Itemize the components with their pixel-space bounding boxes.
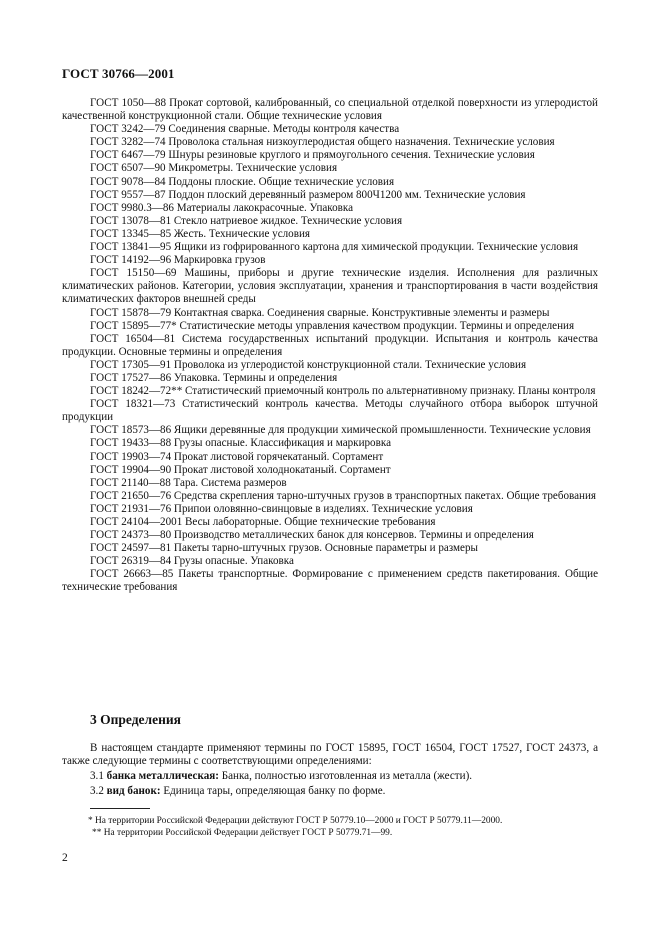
reference-item: ГОСТ 24597—81 Пакеты тарно-штучных грузов. Основные параметры и размеры — [90, 542, 478, 555]
reference-item: ГОСТ 18573—86 Ящики деревянные для продукции химической промышленности. Технические условия — [90, 424, 591, 437]
footnote: ** На территории Российской Федерации действует ГОСТ Р 50779.71—99. — [92, 828, 393, 838]
definition-text: Единица тары, определяющая банку по форме. — [163, 785, 386, 798]
reference-item: ГОСТ 13345—85 Жесть. Технические условия — [90, 227, 310, 240]
definition-number: 3.1 — [90, 770, 104, 783]
page-number: 2 — [62, 852, 68, 864]
normative-references-list — [62, 97, 598, 595]
reference-item: ГОСТ 26319—84 Грузы опасные. Упаковка — [90, 555, 294, 568]
reference-item: ГОСТ 6507—90 Микрометры. Технические условия — [90, 162, 338, 175]
reference-item: ГОСТ 19904—90 Прокат листовой холоднокатаный. Сортамент — [90, 463, 391, 476]
definition-term: вид банок: — [106, 785, 161, 798]
definitions-section — [62, 742, 598, 798]
reference-item: ГОСТ 24373—80 Производство металлических банок для консервов. Термины и определения — [90, 529, 534, 542]
definition-term: банка металлическая: — [106, 770, 219, 783]
footnotes — [62, 815, 598, 839]
reference-item: ГОСТ 19903—74 Прокат листовой горячекатаный. Сортамент — [90, 450, 384, 463]
footnote: * На территории Российской Федерации действуют ГОСТ Р 50779.10—2000 и ГОСТ Р 50779.11—2000. — [88, 816, 503, 826]
reference-item: ГОСТ 1050—88 Прокат сортовой, калиброванный, со специальной отделкой поверхности из углеродистой качественной конструкционной стали. Общие технические условия — [62, 97, 598, 123]
reference-item: ГОСТ 21931—76 Припои оловянно-свинцовые в изделиях. Технические условия — [90, 502, 473, 515]
reference-item: ГОСТ 17305—91 Проволока из углеродистой конструкционной стали. Технические условия — [90, 358, 527, 371]
reference-item: ГОСТ 26663—85 Пакеты транспортные. Формирование с применением средств пакетирования. Общие технические требования — [62, 568, 598, 594]
definition-number: 3.2 — [90, 785, 104, 798]
reference-item: ГОСТ 9078—84 Поддоны плоские. Общие технические условия — [90, 175, 395, 188]
section-title: 3 Определения — [90, 712, 181, 727]
reference-item: ГОСТ 3282—74 Проволока стальная низкоуглеродистая общего назначения. Технические условия — [90, 136, 555, 149]
reference-item: ГОСТ 13841—95 Ящики из гофрированного картона для химической продукции. Технические условия — [90, 241, 579, 254]
definition-item — [62, 785, 598, 798]
reference-item: ГОСТ 6467—79 Шнуры резиновые круглого и прямоугольного сечения. Технические условия — [90, 149, 535, 162]
reference-item: ГОСТ 15150—69 Машины, приборы и другие технические изделия. Исполнения для различных климатических районов. Категории, условия эксплуатации, хранения и транспортирования в части воздействия климатических факторов внешней среды — [62, 267, 598, 306]
reference-item: ГОСТ 21140—88 Тара. Система размеров — [90, 476, 287, 489]
reference-item: ГОСТ 19433—88 Грузы опасные. Классификация и маркировка — [90, 437, 391, 450]
reference-item: ГОСТ 24104—2001 Весы лабораторные. Общие технические требования — [90, 516, 436, 528]
reference-item: ГОСТ 18321—73 Статистический контроль качества. Методы случайного отбора выборок штучной продукции — [62, 398, 598, 424]
section-intro: В настоящем стандарте применяют термины по ГОСТ 15895, ГОСТ 16504, ГОСТ 17527, ГОСТ 24373, а также следующие термины с соответствующими определениями: — [62, 742, 598, 768]
reference-item: ГОСТ 21650—76 Средства скрепления тарно-штучных грузов в транспортных пакетах. Общие требования — [90, 489, 597, 502]
reference-item: ГОСТ 16504—81 Система государственных испытаний продукции. Испытания и контроль качества продукции. Основные термины и определения — [62, 332, 598, 358]
reference-item: ГОСТ 15895—77* Статистические методы управления качеством продукции. Термины и определения — [90, 319, 575, 332]
reference-item: ГОСТ 17527—86 Упаковка. Термины и определения — [90, 371, 338, 384]
reference-item: ГОСТ 18242—72** Статистический приемочный контроль по альтернативному признаку. Планы контроля — [90, 385, 596, 398]
reference-item: ГОСТ 13078—81 Стекло натриевое жидкое. Технические условия — [90, 214, 403, 227]
reference-item: ГОСТ 14192—96 Маркировка грузов — [90, 254, 266, 267]
document-header: ГОСТ 30766—2001 — [62, 66, 175, 81]
reference-item: ГОСТ 15878—79 Контактная сварка. Соединения сварные. Конструктивные элементы и размеры — [90, 306, 550, 319]
definition-item — [62, 770, 598, 783]
reference-item: ГОСТ 9980.3—86 Материалы лакокрасочные. Упаковка — [90, 201, 354, 214]
reference-item: ГОСТ 3242—79 Соединения сварные. Методы контроля качества — [90, 123, 400, 136]
definition-text: Банка, полностью изготовленная из металла (жести). — [221, 770, 473, 783]
footnote-divider — [90, 808, 150, 809]
reference-item: ГОСТ 9557—87 Поддон плоский деревянный размером 800Ч1200 мм. Технические условия — [90, 188, 526, 201]
